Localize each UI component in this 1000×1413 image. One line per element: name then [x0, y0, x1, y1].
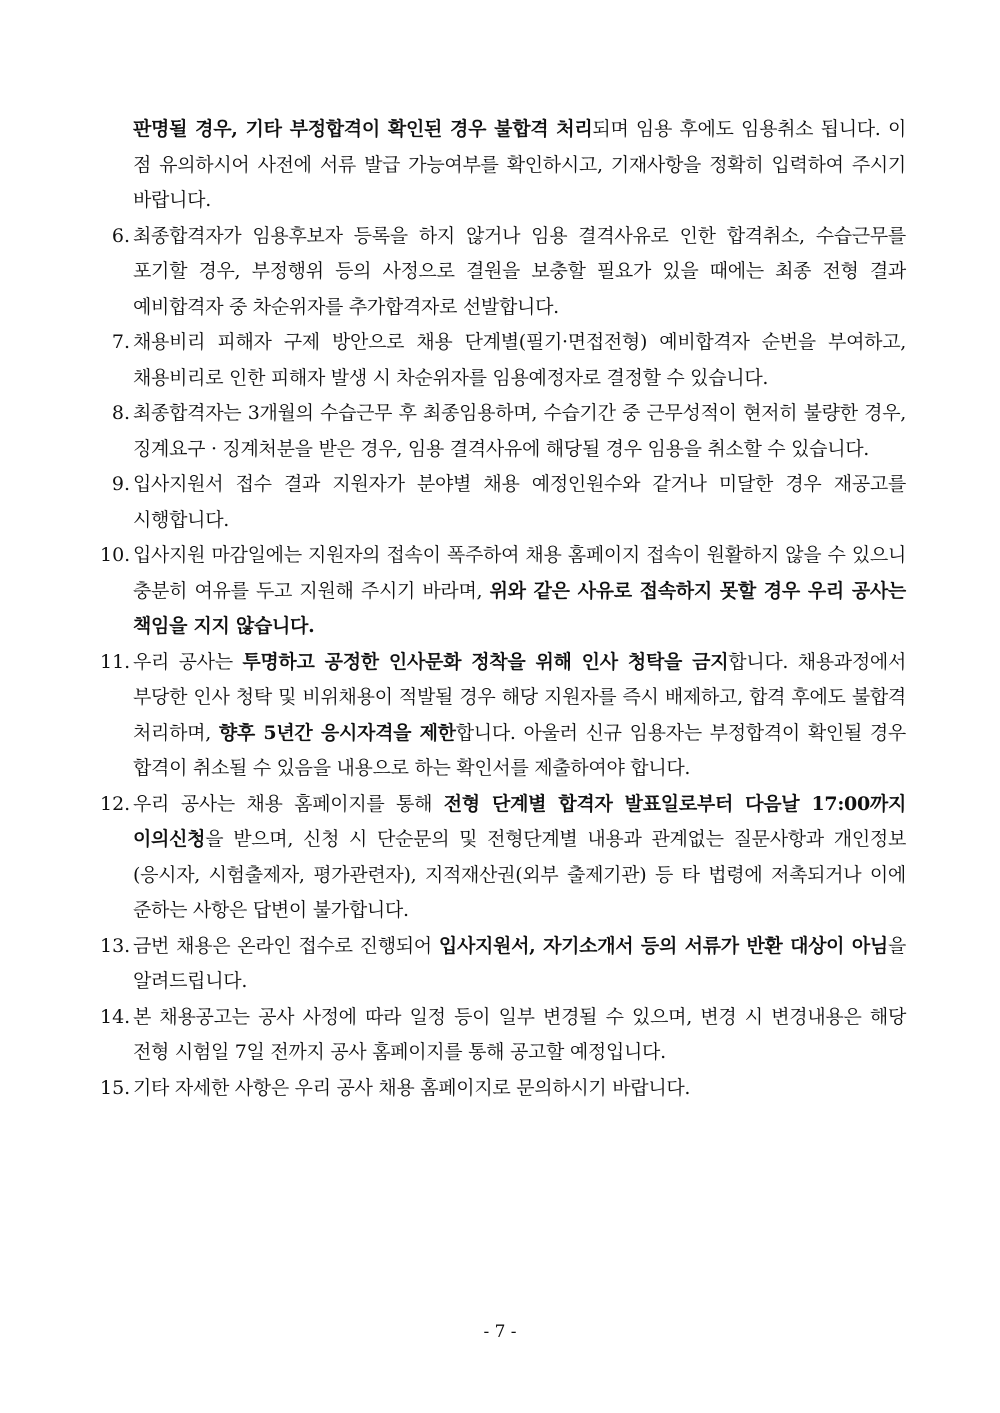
item-text [133, 1071, 906, 1107]
item-text [133, 787, 906, 929]
list-item [100, 112, 906, 219]
plain-text: 을 알려드립니다. [133, 934, 906, 992]
plain-text: 채용비리 피해자 구제 방안으로 채용 단계별(필기·면접전형) 예비합격자 순번을 부여하고, 채용비리로 인한 피해자 발생 시 차순위자를 임용예정자로 결정할 수 있습니다. [133, 331, 906, 389]
bold-text: 투명하고 공정한 인사문화 정착을 위해 인사 청탁을 금지 [242, 650, 729, 673]
list-item [100, 1000, 906, 1071]
plain-text: 최종합격자는 3개월의 수습근무 후 최종임용하며, 수습기간 중 근무성적이 현저히 불량한 경우, 징계요구 · 징계처분을 받은 경우, 임용 결격사유에 해당될 경우 임용을 취소할 수 있습니다. [133, 402, 906, 460]
item-number: 12. [100, 792, 131, 815]
item-text [133, 219, 906, 326]
item-text [133, 1000, 906, 1071]
item-text [133, 396, 906, 467]
item-text [133, 112, 906, 219]
plain-text: 최종합격자가 임용후보자 등록을 하지 않거나 임용 결격사유로 인한 합격취소, 수습근무를 포기할 경우, 부정행위 등의 사정으로 결원을 보충할 필요가 있을 때에는 최종 전형 결과 예비합격자 중 차순위자를 추가합격자로 선발합니다. [133, 224, 906, 318]
item-number: 8. [111, 402, 130, 424]
plain-text: 합니다. 채용과정에서 부당한 인사 청탁 및 비위채용이 적발될 경우 해당 지원자를 즉시 배제하고, 합격 후에도 불합격 처리하며, [133, 650, 907, 744]
item-number: 15. [100, 1076, 131, 1099]
item-number: 14. [100, 1005, 131, 1028]
plain-text: 을 받으며, 신청 시 단순문의 및 전형단계별 내용과 관계없는 질문사항과 개인정보(응시자, 시험출제자, 평가관련자), 지적재산권(외부 출제기관) 등 타 법령에 저촉되거나 이에 준하는 사항은 답변이 불가합니다. [133, 828, 906, 921]
item-text [133, 929, 906, 1000]
bold-text: 향후 5년간 응시자격을 제한 [218, 721, 456, 744]
bold-text: 위와 같은 사유로 접속하지 못할 경우 우리 공사는 책임을 지지 않습니다. [133, 579, 906, 637]
item-text [133, 645, 906, 787]
item-number: 9. [111, 473, 130, 495]
item-number: 6. [111, 224, 130, 247]
list-item [100, 1071, 906, 1107]
list-item [100, 538, 906, 645]
item-text [133, 325, 906, 396]
bold-text: 전형 단계별 합격자 발표일로부터 다음날 17:00까지 이의신청 [133, 792, 906, 850]
plain-text: 본 채용공고는 공사 사정에 따라 일정 등이 일부 변경될 수 있으며, 변경 시 변경내용은 해당 전형 시험일 7일 전까지 공사 홈페이지를 통해 공고할 예정입니다. [133, 1005, 906, 1063]
plain-text: 기타 자세한 사항은 우리 공사 채용 홈페이지로 문의하시기 바랍니다. [133, 1076, 691, 1099]
list-item [100, 467, 906, 538]
item-number: 10. [100, 544, 131, 566]
bold-text: 판명될 경우, 기타 부정합격이 확인된 경우 불합격 처리 [133, 118, 593, 140]
plain-text: 되며 임용 후에도 임용취소 됩니다. 이 점 유의하시어 사전에 서류 발급 가능여부를 확인하시고, 기재사항을 정확히 입력하여 주시기 바랍니다. [133, 118, 907, 211]
list-item [100, 929, 906, 1000]
item-number: 11. [100, 650, 131, 673]
item-text [133, 538, 906, 645]
item-text [133, 467, 906, 538]
notice-list [100, 112, 906, 1106]
item-number: 7. [111, 331, 130, 353]
plain-text: 우리 공사는 [133, 650, 243, 673]
list-item [100, 396, 906, 467]
plain-text: 합니다. 아울러 신규 임용자는 부정합격이 확인될 경우 합격이 취소될 수 있음을 내용으로 하는 확인서를 제출하여야 합니다. [133, 721, 906, 779]
list-item [100, 219, 906, 326]
list-item [100, 325, 906, 396]
page-number: - 7 - [483, 1322, 517, 1342]
plain-text: 금번 채용은 온라인 접수로 진행되어 [133, 934, 439, 957]
plain-text: 우리 공사는 채용 홈페이지를 통해 [133, 792, 444, 815]
bold-text: 입사지원서, 자기소개서 등의 서류가 반환 대상이 아님 [438, 934, 888, 957]
item-number: 13. [100, 934, 131, 957]
list-item [100, 787, 906, 929]
list-item [100, 645, 906, 787]
plain-text: 입사지원서 접수 결과 지원자가 분야별 채용 예정인원수와 같거나 미달한 경우 재공고를 시행합니다. [133, 473, 906, 531]
plain-text: 입사지원 마감일에는 지원자의 접속이 폭주하여 채용 홈페이지 접속이 원활하지 않을 수 있으니 충분히 여유를 두고 지원해 주시기 바라며, [133, 544, 906, 602]
